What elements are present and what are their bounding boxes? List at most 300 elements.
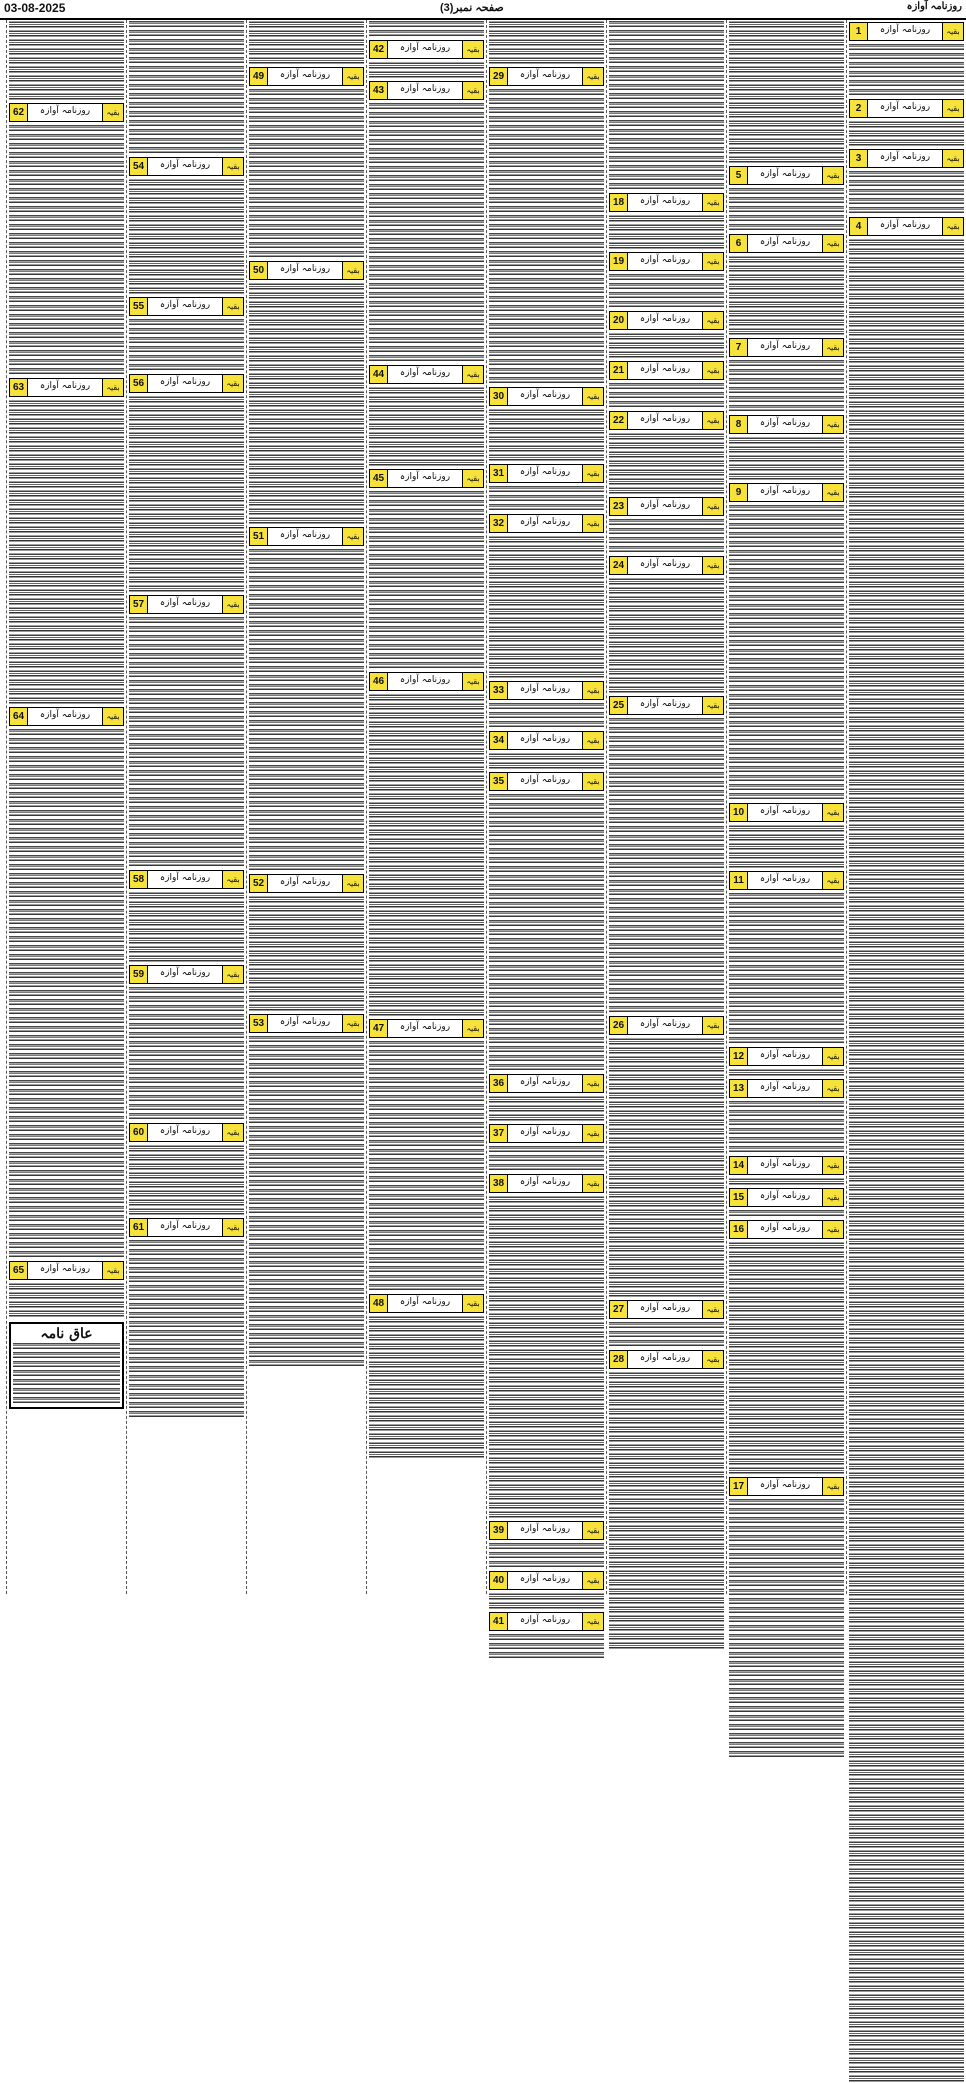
- story-header-title: روزنامہ آوازہ: [639, 559, 691, 569]
- story-number: 8: [730, 416, 748, 433]
- news-item: [489, 67, 604, 385]
- notice-title: عاق نامہ: [40, 1326, 93, 1342]
- column-1: [846, 20, 966, 1594]
- story-body-text: [609, 273, 724, 309]
- notice-body-text: [13, 1342, 120, 1405]
- news-item: [489, 464, 604, 512]
- continuation-tag: بقیہ: [222, 596, 243, 613]
- story-body-text: [129, 891, 244, 963]
- story-header-title: روزنامہ آوازہ: [639, 699, 691, 709]
- story-header-title: روزنامہ آوازہ: [639, 500, 691, 510]
- story-number: 10: [730, 804, 748, 821]
- continuation-header: [729, 338, 844, 357]
- news-item: [609, 311, 724, 359]
- story-body-text: [489, 1145, 604, 1172]
- story-number: 23: [610, 498, 628, 515]
- story-body-text: [489, 1633, 604, 1660]
- story-header-title: روزنامہ آوازہ: [399, 1297, 451, 1307]
- continuation-tag: بقیہ: [342, 1015, 363, 1032]
- story-header-title: روزنامہ آوازہ: [759, 1159, 811, 1169]
- story-header-title: روزنامہ آوازہ: [519, 1574, 571, 1584]
- story-body-text: [729, 1209, 844, 1218]
- continuation-tag: بقیہ: [102, 1262, 123, 1279]
- story-number: 40: [490, 1572, 508, 1589]
- continuation-header: [369, 81, 484, 100]
- continuation-header: [369, 672, 484, 691]
- story-header-title: روزنامہ آوازہ: [519, 775, 571, 785]
- story-body-text: [609, 382, 724, 409]
- story-body-text: [249, 548, 364, 872]
- story-body-text: [369, 20, 484, 38]
- story-body-text: [849, 238, 964, 2083]
- story-header-title: روزنامہ آوازہ: [519, 1177, 571, 1187]
- story-body-text: [9, 728, 124, 1259]
- continuation-tag: بقیہ: [102, 708, 123, 725]
- news-item: [489, 1521, 604, 1569]
- story-body-text: [609, 577, 724, 694]
- continuation-tag: بقیہ: [222, 871, 243, 888]
- news-item: [729, 1156, 844, 1186]
- story-number: 39: [490, 1522, 508, 1539]
- story-body-text: [729, 359, 844, 413]
- news-item: [369, 20, 484, 38]
- continuation-tag: بقیہ: [462, 470, 483, 487]
- story-body-text: [249, 282, 364, 525]
- story-number: 17: [730, 1478, 748, 1495]
- continuation-tag: بقیہ: [702, 1017, 723, 1034]
- story-body-text: [729, 892, 844, 1045]
- continuation-header: [249, 67, 364, 86]
- story-header-title: روزنامہ آوازہ: [759, 806, 811, 816]
- news-item: [729, 1477, 844, 1759]
- continuation-tag: بقیہ: [942, 150, 963, 167]
- story-number: 57: [130, 596, 148, 613]
- news-item: [369, 40, 484, 79]
- continuation-tag: بقیہ: [582, 1125, 603, 1142]
- news-item: [489, 731, 604, 770]
- story-body-text: [129, 318, 244, 372]
- news-item: [729, 1079, 844, 1154]
- story-number: 58: [130, 871, 148, 888]
- story-header-title: روزنامہ آوازہ: [759, 486, 811, 496]
- continuation-tag: بقیہ: [582, 1522, 603, 1539]
- news-item: [849, 22, 964, 97]
- continuation-tag: بقیہ: [822, 804, 843, 821]
- story-body-text: [489, 1095, 604, 1122]
- news-item: [609, 1350, 724, 1650]
- continuation-header: [609, 411, 724, 430]
- story-header-title: روزنامہ آوازہ: [639, 314, 691, 324]
- story-number: 4: [850, 218, 868, 235]
- story-number: 20: [610, 312, 628, 329]
- continuation-header: [729, 415, 844, 434]
- continuation-header: [729, 1047, 844, 1066]
- story-body-text: [849, 120, 964, 147]
- story-body-text: [489, 408, 604, 462]
- news-item: [489, 514, 604, 679]
- news-item: [729, 1047, 844, 1077]
- news-item: [129, 374, 244, 593]
- news-item: [369, 469, 484, 670]
- continuation-tag: بقیہ: [822, 235, 843, 252]
- story-number: 42: [370, 41, 388, 58]
- continuation-header: [129, 965, 244, 984]
- story-body-text: [489, 793, 604, 1072]
- story-body-text: [129, 20, 244, 155]
- continuation-header: [129, 870, 244, 889]
- continuation-tag: بقیہ: [822, 416, 843, 433]
- story-body-text: [129, 1239, 244, 1419]
- continuation-header: [729, 166, 844, 185]
- continuation-header: [609, 311, 724, 330]
- story-number: 25: [610, 697, 628, 714]
- story-body-text: [369, 386, 484, 467]
- story-number: 32: [490, 515, 508, 532]
- continuation-header: [489, 514, 604, 533]
- continuation-header: [729, 1156, 844, 1175]
- story-header-title: روزنامہ آوازہ: [759, 169, 811, 179]
- news-item: [729, 1220, 844, 1475]
- story-body-text: [249, 895, 364, 1012]
- story-header-title: روزنامہ آوازہ: [519, 517, 571, 527]
- continuation-header: [489, 731, 604, 750]
- story-header-title: روزنامہ آوازہ: [759, 1480, 811, 1490]
- news-item: [249, 874, 364, 1012]
- news-item: [609, 411, 724, 495]
- story-body-text: [129, 616, 244, 868]
- continuation-header: [369, 40, 484, 59]
- story-number: 13: [730, 1080, 748, 1097]
- page-header: [0, 0, 966, 20]
- story-number: 36: [490, 1075, 508, 1092]
- story-body-text: [609, 518, 724, 554]
- continuation-header: [369, 469, 484, 488]
- story-body-text: [729, 504, 844, 801]
- column-4: [486, 20, 606, 1627]
- story-header-title: روزنامہ آوازہ: [759, 418, 811, 428]
- story-number: 38: [490, 1175, 508, 1192]
- story-header-title: روزنامہ آوازہ: [519, 70, 571, 80]
- continuation-tag: بقیہ: [942, 100, 963, 117]
- news-item: [249, 20, 364, 65]
- story-number: 27: [610, 1301, 628, 1318]
- news-item: [489, 1074, 604, 1122]
- continuation-header: [9, 1261, 124, 1280]
- continuation-tag: بقیہ: [582, 388, 603, 405]
- continuation-tag: بقیہ: [102, 104, 123, 121]
- continuation-tag: بقیہ: [582, 1175, 603, 1192]
- column-7: [126, 20, 246, 1594]
- news-item: [729, 803, 844, 869]
- story-header-title: روزنامہ آوازہ: [759, 237, 811, 247]
- continuation-tag: بقیہ: [582, 465, 603, 482]
- continuation-tag: بقیہ: [822, 1189, 843, 1206]
- story-header-title: روزنامہ آوازہ: [399, 675, 451, 685]
- news-item: [489, 387, 604, 462]
- story-header-title: روزنامہ آوازہ: [879, 102, 931, 112]
- story-number: 29: [490, 68, 508, 85]
- story-body-text: [489, 485, 604, 512]
- news-item: [369, 1019, 484, 1292]
- continuation-header: [129, 157, 244, 176]
- news-item: [369, 1294, 484, 1459]
- story-body-text: [129, 178, 244, 295]
- continuation-tag: بقیہ: [102, 379, 123, 396]
- story-number: 53: [250, 1015, 268, 1032]
- story-body-text: [849, 170, 964, 215]
- story-body-text: [609, 717, 724, 1014]
- story-number: 37: [490, 1125, 508, 1142]
- continuation-header: [489, 1174, 604, 1193]
- story-number: 9: [730, 484, 748, 501]
- continuation-tag: بقیہ: [702, 253, 723, 270]
- story-header-title: روزنامہ آوازہ: [759, 1191, 811, 1201]
- story-number: 43: [370, 82, 388, 99]
- story-number: 62: [10, 104, 28, 121]
- story-body-text: [129, 1144, 244, 1216]
- story-number: 30: [490, 388, 508, 405]
- news-item: [609, 497, 724, 554]
- story-header-title: روزنامہ آوازہ: [39, 381, 91, 391]
- page-number: صفحہ نمبر(3): [440, 2, 504, 14]
- continuation-header: [129, 1123, 244, 1142]
- story-body-text: [729, 1498, 844, 1759]
- story-number: 1: [850, 23, 868, 40]
- story-header-title: روزنامہ آوازہ: [519, 1524, 571, 1534]
- story-number: 2: [850, 100, 868, 117]
- continuation-header: [489, 1124, 604, 1143]
- continuation-tag: بقیہ: [822, 1221, 843, 1238]
- continuation-tag: بقیہ: [702, 194, 723, 211]
- continuation-tag: بقیہ: [822, 1157, 843, 1174]
- story-header-title: روزنامہ آوازہ: [399, 84, 451, 94]
- story-number: 59: [130, 966, 148, 983]
- news-item: [729, 1188, 844, 1218]
- continuation-tag: بقیہ: [702, 412, 723, 429]
- story-body-text: [369, 102, 484, 363]
- news-item: [729, 415, 844, 481]
- news-item: [489, 1124, 604, 1172]
- story-body-text: [369, 490, 484, 670]
- story-header-title: روزنامہ آوازہ: [759, 1082, 811, 1092]
- story-number: 19: [610, 253, 628, 270]
- story-body-text: [729, 255, 844, 336]
- continuation-tag: بقیہ: [222, 1124, 243, 1141]
- news-item: [129, 297, 244, 372]
- news-item: [9, 707, 124, 1259]
- story-number: 21: [610, 362, 628, 379]
- story-body-text: [729, 1241, 844, 1475]
- story-body-text: [609, 432, 724, 495]
- story-number: 55: [130, 298, 148, 315]
- continuation-header: [609, 497, 724, 516]
- news-item: [609, 252, 724, 309]
- continuation-tag: بقیہ: [582, 515, 603, 532]
- news-item: [849, 99, 964, 147]
- continuation-header: [489, 1074, 604, 1093]
- story-body-text: [249, 20, 364, 65]
- continuation-header: [849, 22, 964, 41]
- issue-date: 03-08-2025: [4, 1, 66, 15]
- story-header-title: روزنامہ آوازہ: [39, 106, 91, 116]
- continuation-header: [729, 871, 844, 890]
- newspaper-columns: [0, 20, 966, 1627]
- continuation-header: [129, 1218, 244, 1237]
- story-number: 63: [10, 379, 28, 396]
- story-body-text: [849, 43, 964, 97]
- story-body-text: [489, 88, 604, 385]
- continuation-header: [729, 803, 844, 822]
- story-header-title: روزنامہ آوازہ: [639, 414, 691, 424]
- continuation-tag: بقیہ: [462, 1295, 483, 1312]
- news-item: [849, 217, 964, 2083]
- continuation-tag: بقیہ: [222, 1219, 243, 1236]
- story-header-title: روزنامہ آوازہ: [879, 220, 931, 230]
- news-item: [249, 1014, 364, 1368]
- continuation-header: [849, 99, 964, 118]
- story-body-text: [489, 702, 604, 729]
- column-6: [246, 20, 366, 1594]
- story-body-text: [9, 20, 124, 101]
- continuation-tag: بقیہ: [462, 82, 483, 99]
- story-header-title: روزنامہ آوازہ: [519, 1077, 571, 1087]
- continuation-tag: بقیہ: [342, 262, 363, 279]
- continuation-header: [369, 1294, 484, 1313]
- story-body-text: [609, 214, 724, 250]
- news-item: [129, 965, 244, 1121]
- continuation-tag: بقیہ: [582, 773, 603, 790]
- continuation-header: [729, 1477, 844, 1496]
- continuation-tag: بقیہ: [702, 697, 723, 714]
- news-item: [129, 870, 244, 963]
- story-header-title: روزنامہ آوازہ: [519, 684, 571, 694]
- story-body-text: [489, 20, 604, 65]
- story-header-title: روزنامہ آوازہ: [279, 70, 331, 80]
- continuation-header: [609, 193, 724, 212]
- story-header-title: روزنامہ آوازہ: [879, 152, 931, 162]
- story-number: 12: [730, 1048, 748, 1065]
- continuation-tag: بقیہ: [822, 1478, 843, 1495]
- disinheritance-notice: [9, 1322, 124, 1409]
- news-item: [729, 20, 844, 164]
- story-body-text: [9, 399, 124, 705]
- continuation-header: [729, 1079, 844, 1098]
- continuation-header: [489, 681, 604, 700]
- continuation-tag: بقیہ: [342, 875, 363, 892]
- story-number: 56: [130, 375, 148, 392]
- continuation-header: [609, 1300, 724, 1319]
- story-header-title: روزنامہ آوازہ: [159, 300, 211, 310]
- story-number: 49: [250, 68, 268, 85]
- story-header-title: روزنامہ آوازہ: [39, 710, 91, 720]
- continuation-tag: بقیہ: [822, 1048, 843, 1065]
- news-item: [489, 1612, 604, 1660]
- story-number: 60: [130, 1124, 148, 1141]
- continuation-tag: بقیہ: [582, 68, 603, 85]
- story-header-title: روزنامہ آوازہ: [159, 873, 211, 883]
- story-body-text: [9, 1282, 124, 1318]
- story-header-title: روزنامہ آوازہ: [639, 1303, 691, 1313]
- story-header-title: روزنامہ آوازہ: [879, 25, 931, 35]
- story-header-title: روزنامہ آوازہ: [159, 1126, 211, 1136]
- story-body-text: [489, 1195, 604, 1519]
- story-header-title: روزنامہ آوازہ: [639, 196, 691, 206]
- story-number: 48: [370, 1295, 388, 1312]
- continuation-header: [489, 1571, 604, 1590]
- news-item: [729, 234, 844, 336]
- story-number: 6: [730, 235, 748, 252]
- story-number: 18: [610, 194, 628, 211]
- continuation-header: [489, 464, 604, 483]
- story-body-text: [729, 436, 844, 481]
- story-body-text: [489, 535, 604, 679]
- story-header-title: روزنامہ آوازہ: [399, 1022, 451, 1032]
- story-body-text: [729, 1068, 844, 1077]
- story-number: 65: [10, 1262, 28, 1279]
- story-body-text: [489, 752, 604, 770]
- continuation-tag: بقیہ: [822, 167, 843, 184]
- continuation-header: [9, 378, 124, 397]
- continuation-tag: بقیہ: [822, 339, 843, 356]
- story-body-text: [249, 1035, 364, 1368]
- continuation-header: [249, 1014, 364, 1033]
- story-body-text: [729, 187, 844, 232]
- continuation-header: [369, 365, 484, 384]
- news-item: [729, 483, 844, 801]
- continuation-header: [489, 67, 604, 86]
- story-header-title: روزنامہ آوازہ: [279, 264, 331, 274]
- news-item: [729, 166, 844, 232]
- continuation-header: [249, 261, 364, 280]
- story-body-text: [489, 1592, 604, 1610]
- news-item: [609, 20, 724, 191]
- continuation-tag: بقیہ: [702, 1301, 723, 1318]
- story-header-title: روزنامہ آوازہ: [399, 472, 451, 482]
- story-body-text: [609, 1321, 724, 1348]
- continuation-tag: بقیہ: [462, 41, 483, 58]
- continuation-tag: بقیہ: [582, 1075, 603, 1092]
- news-item: [249, 527, 364, 872]
- story-number: 33: [490, 682, 508, 699]
- news-item: [9, 20, 124, 101]
- story-number: 24: [610, 557, 628, 574]
- continuation-header: [249, 527, 364, 546]
- story-number: 41: [490, 1613, 508, 1630]
- story-body-text: [129, 395, 244, 593]
- continuation-tag: بقیہ: [222, 158, 243, 175]
- news-item: [129, 20, 244, 155]
- continuation-header: [489, 1521, 604, 1540]
- continuation-tag: بقیہ: [222, 966, 243, 983]
- story-number: 44: [370, 366, 388, 383]
- continuation-tag: بقیہ: [942, 218, 963, 235]
- continuation-tag: بقیہ: [942, 23, 963, 40]
- story-header-title: روزنامہ آوازہ: [159, 1221, 211, 1231]
- continuation-header: [129, 595, 244, 614]
- story-header-title: روزنامہ آوازہ: [519, 390, 571, 400]
- continuation-tag: بقیہ: [342, 528, 363, 545]
- story-number: 28: [610, 1351, 628, 1368]
- continuation-tag: بقیہ: [702, 312, 723, 329]
- continuation-tag: بقیہ: [702, 557, 723, 574]
- story-number: 46: [370, 673, 388, 690]
- story-body-text: [729, 824, 844, 869]
- news-item: [609, 556, 724, 694]
- story-header-title: روزنامہ آوازہ: [159, 598, 211, 608]
- continuation-tag: بقیہ: [822, 484, 843, 501]
- story-body-text: [9, 124, 124, 376]
- story-body-text: [369, 1315, 484, 1459]
